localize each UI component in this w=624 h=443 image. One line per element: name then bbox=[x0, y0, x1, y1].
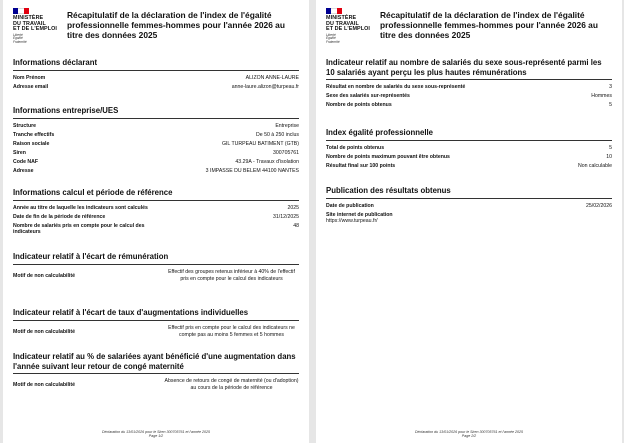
info-row: Motif de non calculabilité Effectif pris en compte pour le calcul des indicateurs ne compte pas au moins 5 femmes et 5 hommes bbox=[13, 324, 295, 338]
page-1 bbox=[3, 0, 309, 443]
email-value: anne-laure.alizon@turpeau.fr bbox=[231, 83, 299, 90]
info-row: Tranche effectifs De 50 à 250 inclus bbox=[13, 131, 299, 138]
info-row: Résultat en nombre de salariés du sexe sous-représenté 3 bbox=[326, 84, 612, 90]
french-flag-icon bbox=[13, 8, 29, 14]
page-number: Page 1/2 bbox=[148, 434, 164, 439]
info-row: Adresse email anne-laure.alizon@turpeau.fr bbox=[13, 83, 299, 90]
info-row: Total de points obtenus 5 bbox=[326, 144, 612, 151]
section-augmentations bbox=[13, 308, 299, 342]
info-row: Résultat final sur 100 points Non calculable bbox=[326, 162, 612, 169]
logo-line-1: MINISTÈRE bbox=[326, 15, 357, 21]
info-row: Nombre de points maximum pouvant être obtenus 10 bbox=[326, 153, 612, 160]
logo-motto: Liberté Égalité Fraternité bbox=[326, 32, 340, 44]
section-calcul bbox=[13, 188, 299, 238]
section-heading: Indicateur relatif au nombre de salariés du sexe sous-représenté parmi les 10 salariés ayant perçu les plus hautes rémunérations bbox=[326, 58, 612, 80]
info-row: Site internet de publication https://www.turpeau.fr/ bbox=[326, 212, 612, 225]
logo-line-3: ET DE L'EMPLOI bbox=[13, 26, 58, 33]
logo-line-2: DU TRAVAIL bbox=[13, 20, 46, 27]
info-row: Nombre de points obtenus 5 bbox=[326, 102, 612, 108]
info-row: Nom Prénom ALIZON ANNE-LAURE bbox=[13, 74, 299, 81]
page-footer: Déclaration du 13/01/2026 pour le Siren 300705761 et l'année 2025 Page 1/2 bbox=[3, 430, 309, 439]
section-heading: Informations calcul et période de référence bbox=[13, 188, 299, 201]
section-remuneration bbox=[13, 252, 299, 286]
ministry-logo bbox=[326, 8, 372, 45]
info-row: Structure Entreprise bbox=[13, 122, 299, 129]
page-footer: Déclaration du 13/01/2026 pour le Siren 300705761 et l'année 2025 Page 2/2 bbox=[316, 430, 622, 439]
french-flag-icon bbox=[326, 8, 342, 14]
info-row: Code NAF 43.29A - Travaux d'isolation bbox=[13, 158, 299, 165]
document-title: Récapitulatif de la déclaration de l'index de l'égalité professionnelle femmes-hommes pour l'année 2026 au titre des données 2025 bbox=[67, 10, 285, 40]
info-row: Raison sociale GIL TURPEAU BATIMENT (GTB) bbox=[13, 140, 299, 147]
section-publication bbox=[326, 186, 612, 227]
info-row: Adresse 3 IMPASSE DU BELEM 44100 NANTES bbox=[13, 167, 299, 174]
info-row: Année au titre de laquelle les indicateurs sont calculés 2025 bbox=[13, 204, 299, 211]
section-heading: Informations entreprise/UES bbox=[13, 106, 299, 119]
document-title: Récapitulatif de la déclaration de l'index de l'égalité professionnelle femmes-hommes pour l'année 2026 au titre des données 2025 bbox=[380, 10, 598, 40]
logo-line-1: MINISTÈRE bbox=[13, 15, 44, 21]
section-entreprise bbox=[13, 106, 299, 177]
info-row: Motif de non calculabilité Absence de retours de congé de maternité (ou d'adoption) au cours de la période de référence bbox=[13, 378, 299, 392]
section-heading: Publication des résultats obtenus bbox=[326, 186, 612, 199]
info-row: Date de fin de la période de référence 31/12/2025 bbox=[13, 213, 299, 220]
info-row: Siren 300705761 bbox=[13, 149, 299, 156]
page-header bbox=[13, 8, 301, 52]
page-2 bbox=[316, 0, 622, 443]
section-heading: Index égalité professionnelle bbox=[326, 128, 612, 141]
section-heading: Informations déclarant bbox=[13, 58, 299, 71]
page-header bbox=[326, 8, 614, 52]
ministry-logo bbox=[13, 8, 59, 45]
logo-line-2: DU TRAVAIL bbox=[326, 20, 359, 27]
section-heading: Indicateur relatif à l'écart de rémunération bbox=[13, 252, 299, 265]
logo-motto: Liberté Égalité Fraternité bbox=[13, 32, 27, 44]
logo-line-3: ET DE L'EMPLOI bbox=[326, 26, 371, 33]
website-link[interactable]: https://www.turpeau.fr/ bbox=[326, 217, 378, 224]
section-index bbox=[326, 128, 612, 172]
info-row: Date de publication 25/02/2026 bbox=[326, 202, 612, 209]
info-row: Motif de non calculabilité Effectif des groupes retenus inférieur à 40% de l'effectif pris en compte pour le calcul des indicateurs bbox=[13, 268, 295, 282]
info-row: Sexe des salariés sur-représentés Hommes bbox=[326, 93, 612, 99]
section-heading: Indicateur relatif à l'écart de taux d'augmentations individuelles bbox=[13, 308, 299, 321]
page-number: Page 2/2 bbox=[461, 434, 477, 439]
section-maternite bbox=[13, 352, 299, 395]
section-declarant bbox=[13, 58, 299, 93]
section-heading: Indicateur relatif au % de salariées ayant bénéficié d'une augmentation dans l'année suivant leur retour de congé maternité bbox=[13, 352, 299, 374]
info-row: Nombre de salariés pris en compte pour le calcul des indicateurs 48 bbox=[13, 222, 299, 235]
section-hautes-remunerations bbox=[326, 58, 612, 111]
